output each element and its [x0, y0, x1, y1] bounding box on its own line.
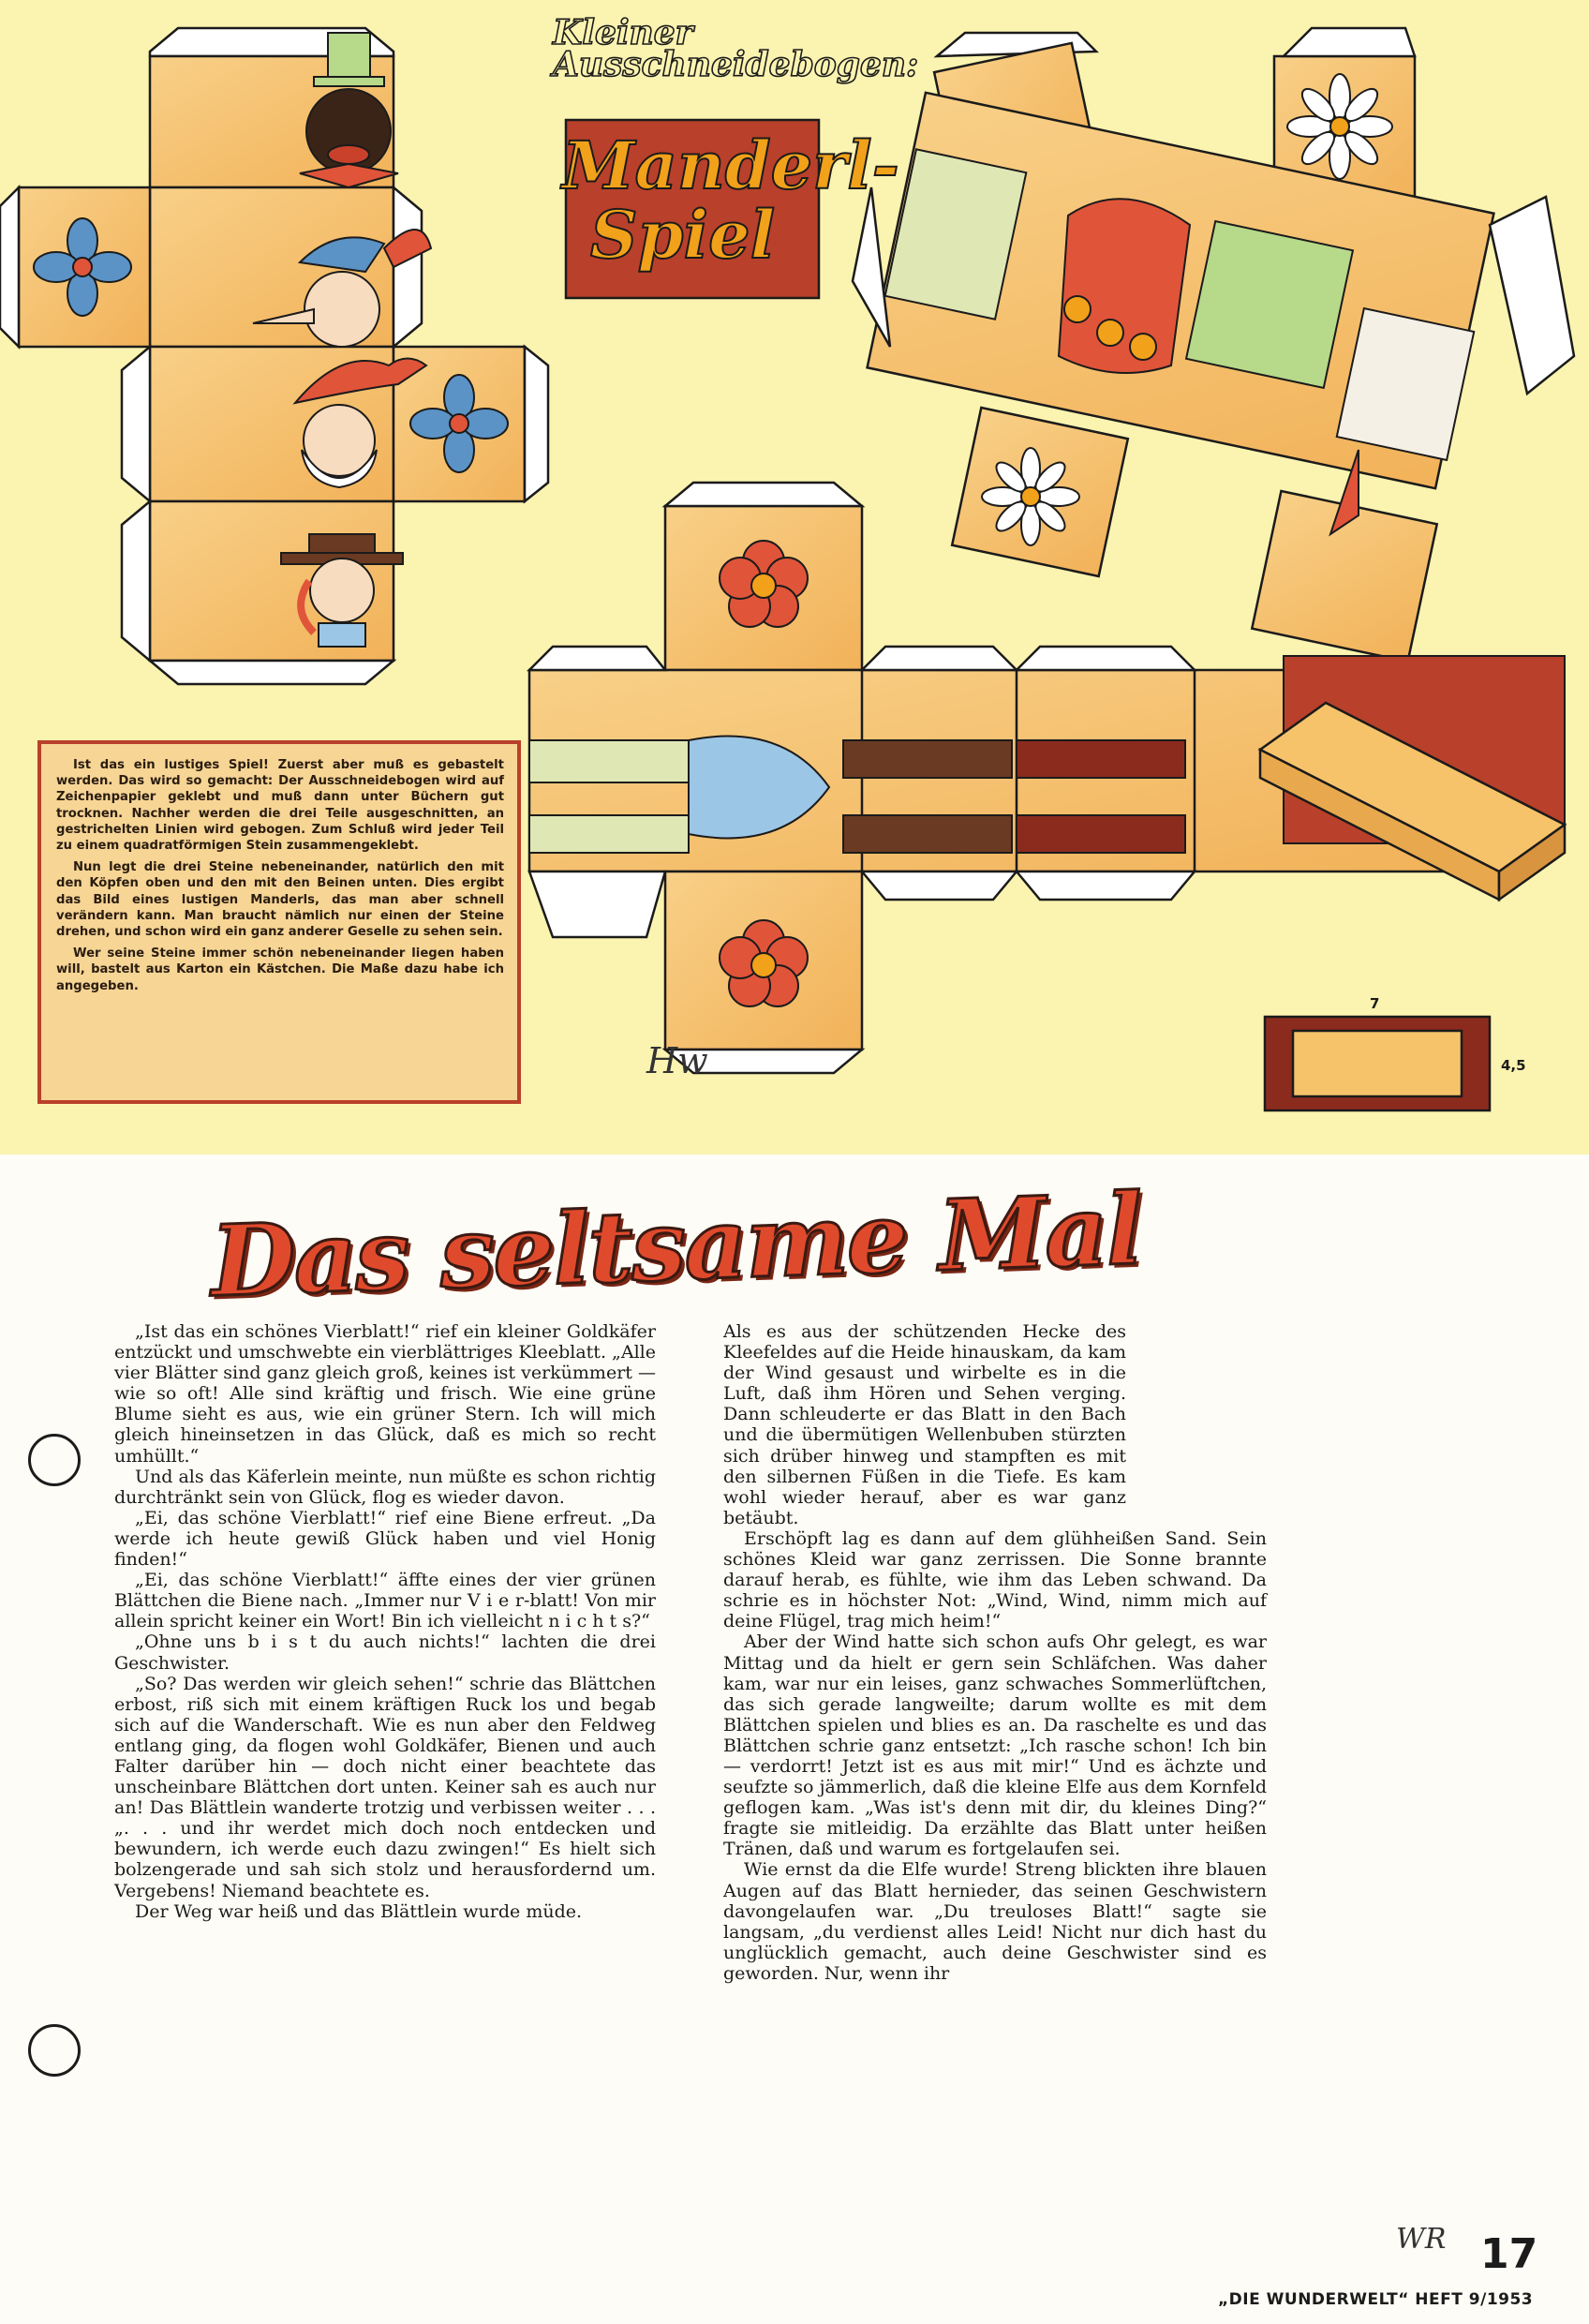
box-width-label: 7 — [1370, 995, 1380, 1012]
flower-white-1 — [1287, 74, 1392, 179]
cutout-subtitle — [553, 13, 919, 84]
story-paragraph: „Ist das ein schönes Vierblatt!“ rief ein kleiner Goldkäfer entzückt und umschwebte ein vierblättriges Kleeblatt. „Alle vier Blätter sind ganz gleich groß, keines ist verkümmert — wie so oft! Alle sind kräftig und frisch. Wie eine grüne Blume sieht es aus, wie ein grüner Stern. Ich will mich gleich hineinsetzen in das Glück, daß es mich so recht umhüllt.“ — [114, 1321, 656, 1467]
page-number: 17 — [1480, 2230, 1538, 2278]
story-paragraph: Als es aus der schützenden Hecke des Kleefeldes auf die Heide hinauskam, da kam der Wind gesaust und wirbelte es in die Luft, daß ihm Hören und Sehen verging. Dann schleuderte er das Blatt in den Bach und die übermütigen Wellenbuben stürzten sich drüber hinweg und stampften es mit den silbernen Füßen in die Tiefe. Es kam wohl wieder herauf, aber es war ganz betäubt. — [723, 1321, 1126, 1528]
story-paragraph: „Ei, das schöne Vierblatt!“ äffte eines der vier grünen Blättchen die Biene nach. „Immer nur V i e r-blatt! Von mir allein spricht keiner ein Wort! Bin ich vielleicht n i c h t s?“ — [114, 1570, 656, 1632]
instructions-paragraph: Ist das ein lustiges Spiel! Zuerst aber muß es gebastelt werden. Das wird so gemacht: Der Ausschneidebogen wird auf Zeichenpapier geklebt und muß dann unter Büchern gut trocknen. Nachher werden die drei Teile ausgeschnitten, an gestrichelten Linien wird gebogen. Zum Schluß wird jeder Teil zu einem quadratförmigen Stein zusammengeklebt. — [56, 758, 504, 854]
story-column-2 — [723, 1321, 1267, 1984]
subtitle-line2: Ausschneidebogen: — [553, 45, 919, 84]
binder-hole — [28, 2024, 81, 2077]
binder-hole — [28, 1434, 81, 1486]
story-paragraph: „So? Das werden wir gleich sehen!“ schrie das Blättchen erbost, riß sich mit einem kräftigen Ruck los und begab sich auf die Wanderschaft. Wie es nun aber den Feldweg entlang ging, da flogen wohl Goldkäfer, Bienen und auch Falter darüber hin — doch nicht einer beachtete das unscheinbare Blättchen dort unten. Keiner sah es auch nur an! Das Blättlein wanderte trotzig und verbissen weiter . . . „. . . und ihr werdet mich doch noch entdecken und bewundern, ich werde euch dazu zwingen!“ Es hielt sich bolzengerade und sah sich stolz und herausfordernd um. Vergebens! Niemand beachtete es. — [114, 1673, 656, 1901]
artist-signature: Hw — [646, 1040, 708, 1081]
story-paragraph: Erschöpft lag es dann auf dem glühheißen Sand. Sein schönes Kleid war ganz zerrissen. Die Sonne brannte darauf herab, es fühlte, wie ihm das Leben schwand. Da schrie es in höchster Not: „Wind, Wind, nimm mich auf deine Flügel, trag mich heim!“ — [723, 1527, 1267, 1632]
title-line2: Spiel — [590, 196, 776, 274]
illustrator-signature: WR — [1396, 2223, 1447, 2256]
story-paragraph: Und als das Käferlein meinte, nun müßte es schon richtig durchtränkt sein von Glück, flog es wieder davon. — [114, 1466, 656, 1508]
story-paragraph: Der Weg war heiß und das Blättlein wurde müde. — [135, 1900, 583, 1922]
title-line1: Manderl- — [562, 127, 899, 204]
face-strip — [0, 28, 548, 684]
story-column-1 — [114, 1321, 656, 1922]
instructions-text — [56, 757, 504, 1000]
instructions-paragraph: Wer seine Steine immer schön nebeneinander liegen haben will, bastelt aus Karton ein Kästchen. Die Maße dazu habe ich angegeben. — [56, 946, 504, 993]
instructions-paragraph: Nun legt die drei Steine nebeneinander, natürlich den mit den Köpfen oben und den mit den Beinen unten. Dies ergibt das Bild eines lustigen Manderls, das man aber schnell verändern kann. Man braucht nämlich nur einen der Steine drehen, und schon wird ein ganz anderer Geselle zu sehen sein. — [56, 860, 504, 940]
box-height-label: 4,5 — [1501, 1057, 1526, 1074]
subtitle-line1: Kleiner — [553, 13, 693, 52]
story-paragraph: „Ohne uns b i s t du auch nichts!“ lachten die drei Geschwister. — [114, 1631, 656, 1674]
box-net — [1265, 1017, 1490, 1110]
cutout-title — [562, 127, 899, 274]
story-paragraph: Aber der Wind hatte sich schon aufs Ohr gelegt, es war Mittag und da hielt er gern sein Schläfchen. Was daher kam, war nur ein leises, ganz schwaches Sommerlüftchen, das sich gerade langweilte; darum wollte es mit dem Blättchen spielen und blies es an. Da raschelte es und das Blättchen schrie ganz entsetzt: „Ich rasche schon! Ich bin — verdorrt! Jetzt ist es aus mit mir!“ Und es ächzte und seufzte so jämmerlich, daß die kleine Elfe aus dem Kornfeld geflogen kam. „Was ist's denn mit dir, du kleines Ding?“ fragte sie mitleidig. Da erzählte das Blatt unter heißen Tränen, daß und warum es fortgelaufen sei. — [723, 1631, 1267, 1860]
story-title: Das seltsame Mal — [209, 1170, 1143, 1319]
story-paragraph: Wie ernst da die Elfe wurde! Streng blickten ihre blauen Augen auf das Blatt hernieder, das seinen Geschwistern davongelaufen war. „Du treuloses Blatt!“ sagte sie langsam, „du verdienst alles Leid! Nicht nur dich hast du unglücklich gemacht, auch deine Geschwister sind es geworden. Nur, wenn ihr — [723, 1859, 1267, 1984]
story-paragraph: „Ei, das schöne Vierblatt!“ rief eine Biene erfreut. „Da werde ich heute gewiß Glück haben und viel Honig finden!“ — [114, 1507, 656, 1571]
magazine-credit: „DIE WUNDERWELT“ HEFT 9/1953 — [1218, 2290, 1534, 2309]
